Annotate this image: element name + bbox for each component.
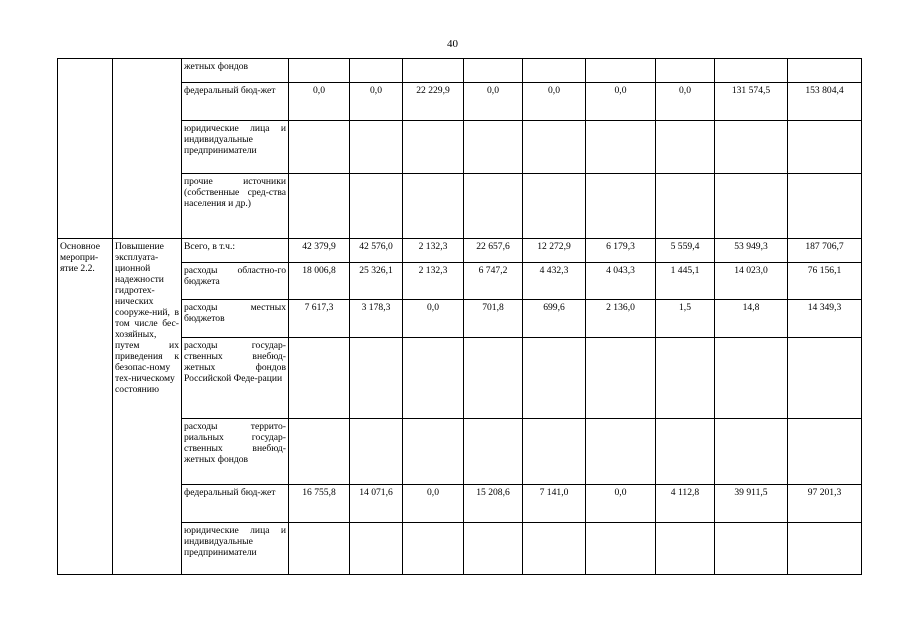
measure-name-cell: Повышение эксплуата-ционной надежности гидротех-нических сооруже-ний, в том числе бес-хозяйных, путем их приведения к безопас-ному тех-ническому состоянию [113, 239, 182, 575]
value-cell [788, 174, 862, 239]
value-cell [464, 338, 523, 419]
value-cell: 53 949,3 [715, 239, 788, 263]
table-row [58, 239, 862, 263]
funding-source-cell: федеральный бюд-жет [182, 485, 289, 523]
value-cell [586, 174, 656, 239]
value-cell [715, 419, 788, 485]
value-cell: 42 576,0 [350, 239, 403, 263]
value-cell [289, 419, 350, 485]
value-cell [586, 523, 656, 575]
value-cell [586, 59, 656, 83]
value-cell: 699,6 [523, 300, 586, 338]
value-cell: 6 179,3 [586, 239, 656, 263]
value-cell: 0,0 [403, 485, 464, 523]
value-cell: 22 229,9 [403, 83, 464, 121]
table-body [58, 59, 862, 575]
value-cell: 187 706,7 [788, 239, 862, 263]
value-cell: 22 657,6 [464, 239, 523, 263]
value-cell: 16 755,8 [289, 485, 350, 523]
value-cell [656, 174, 715, 239]
value-cell [788, 419, 862, 485]
value-cell [403, 523, 464, 575]
value-cell [350, 419, 403, 485]
value-cell: 5 559,4 [656, 239, 715, 263]
value-cell: 701,8 [464, 300, 523, 338]
value-cell [350, 338, 403, 419]
page-number: 40 [447, 38, 458, 50]
value-cell: 14 349,3 [788, 300, 862, 338]
value-cell [715, 523, 788, 575]
funding-source-cell: юридические лица и индивидуальные предприниматели [182, 121, 289, 174]
table-row [58, 59, 862, 83]
value-cell [403, 121, 464, 174]
value-cell: 4 112,8 [656, 485, 715, 523]
funding-source-cell: расходы областно-го бюджета [182, 263, 289, 300]
value-cell: 4 432,3 [523, 263, 586, 300]
value-cell [403, 59, 464, 83]
value-cell: 2 136,0 [586, 300, 656, 338]
value-cell [788, 121, 862, 174]
value-cell [403, 338, 464, 419]
value-cell [715, 174, 788, 239]
value-cell [403, 419, 464, 485]
value-cell: 42 379,9 [289, 239, 350, 263]
value-cell [656, 121, 715, 174]
value-cell [656, 419, 715, 485]
value-cell [586, 121, 656, 174]
funding-source-cell: Всего, в т.ч.: [182, 239, 289, 263]
value-cell [464, 121, 523, 174]
funding-source-cell: прочие источники (собственные сред-ства населения и др.) [182, 174, 289, 239]
value-cell: 12 272,9 [523, 239, 586, 263]
value-cell: 3 178,3 [350, 300, 403, 338]
value-cell: 1,5 [656, 300, 715, 338]
value-cell: 0,0 [586, 83, 656, 121]
value-cell [350, 121, 403, 174]
value-cell: 153 804,4 [788, 83, 862, 121]
value-cell [403, 174, 464, 239]
funding-source-cell: расходы местных бюджетов [182, 300, 289, 338]
prev-name-cell [113, 59, 182, 239]
value-cell [715, 59, 788, 83]
value-cell [523, 174, 586, 239]
value-cell [523, 59, 586, 83]
value-cell [715, 338, 788, 419]
funding-source-cell: жетных фондов [182, 59, 289, 83]
value-cell: 14,8 [715, 300, 788, 338]
value-cell [289, 174, 350, 239]
value-cell: 7 617,3 [289, 300, 350, 338]
value-cell: 0,0 [350, 83, 403, 121]
value-cell: 14 071,6 [350, 485, 403, 523]
value-cell [350, 523, 403, 575]
value-cell: 97 201,3 [788, 485, 862, 523]
value-cell [464, 419, 523, 485]
measure-code-cell: Основное меропри-ятие 2.2. [58, 239, 113, 575]
value-cell: 15 208,6 [464, 485, 523, 523]
value-cell [586, 338, 656, 419]
value-cell [788, 523, 862, 575]
value-cell: 2 132,3 [403, 263, 464, 300]
value-cell: 0,0 [523, 83, 586, 121]
funding-source-cell: расходы террито-риальных государ-ственных внебюд-жетных фондов [182, 419, 289, 485]
value-cell: 0,0 [586, 485, 656, 523]
value-cell [464, 174, 523, 239]
value-cell: 7 141,0 [523, 485, 586, 523]
value-cell [788, 338, 862, 419]
value-cell [464, 59, 523, 83]
value-cell [656, 338, 715, 419]
value-cell [350, 59, 403, 83]
value-cell: 39 911,5 [715, 485, 788, 523]
value-cell: 76 156,1 [788, 263, 862, 300]
value-cell: 4 043,3 [586, 263, 656, 300]
value-cell [523, 338, 586, 419]
value-cell [656, 59, 715, 83]
value-cell: 0,0 [656, 83, 715, 121]
funding-source-cell: юридические лица и индивидуальные предприниматели [182, 523, 289, 575]
value-cell [788, 59, 862, 83]
value-cell [715, 121, 788, 174]
prev-code-cell [58, 59, 113, 239]
value-cell [464, 523, 523, 575]
value-cell [523, 523, 586, 575]
value-cell: 0,0 [289, 83, 350, 121]
value-cell [523, 419, 586, 485]
value-cell: 25 326,1 [350, 263, 403, 300]
value-cell: 14 023,0 [715, 263, 788, 300]
value-cell [289, 338, 350, 419]
funding-source-cell: расходы государ-ственных внебюд-жетных фондов Российской Феде-рации [182, 338, 289, 419]
value-cell [586, 419, 656, 485]
funding-source-cell: федеральный бюд-жет [182, 83, 289, 121]
value-cell [289, 121, 350, 174]
value-cell: 6 747,2 [464, 263, 523, 300]
value-cell: 131 574,5 [715, 83, 788, 121]
value-cell [523, 121, 586, 174]
value-cell [289, 523, 350, 575]
value-cell: 0,0 [464, 83, 523, 121]
value-cell [656, 523, 715, 575]
value-cell: 1 445,1 [656, 263, 715, 300]
value-cell [350, 174, 403, 239]
value-cell: 18 006,8 [289, 263, 350, 300]
value-cell [289, 59, 350, 83]
value-cell: 2 132,3 [403, 239, 464, 263]
budget-table [57, 58, 862, 575]
value-cell: 0,0 [403, 300, 464, 338]
